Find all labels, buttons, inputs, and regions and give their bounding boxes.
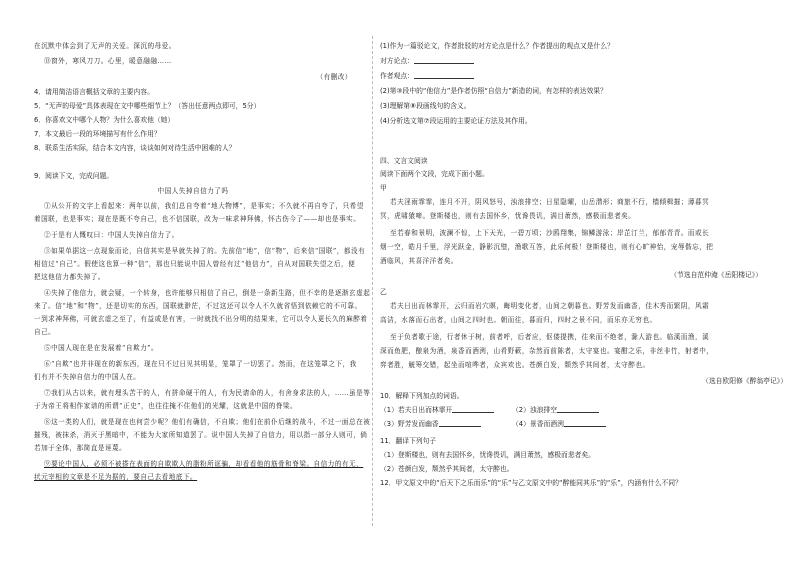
label: 对方论点： (380, 57, 414, 65)
label: （1）若夫日出而林霏开 (380, 406, 453, 414)
text-line: 至若春和景明，波澜不惊，上下天光，一碧万顷；沙鸥翔集，锦鳞游泳；岸芷汀兰，郁郁青青。而或长 (390, 229, 710, 237)
text-line: 弈者胜，觥筹交错，起坐而喧哗者，众宾欢也。苍颜白发，颓然乎其间者，太守醉也。 (380, 361, 650, 369)
question-12: 12．甲文原文中的“后天下之乐而乐”的“乐”与乙文原文中的“醉能同其乐”的“乐”，内涵有什么不同？ (380, 479, 682, 487)
question-9-2: (2)第③段中的“他信力”是作者仿照“自信力”新造的词，有怎样的表达效果？ (380, 87, 607, 95)
text-line: 来了。信“地”和“物”，还是切实的东西，国联就渺茫，不过这还可以令人不久就省悟到依赖它的不可靠。 (34, 302, 362, 310)
text-line: 相信过“自己”。假使这也算一种“信”，那也只能说中国人曾经有过“他信力”，自从对国联失望之后，便 (34, 260, 356, 268)
section-heading: 四、文言文阅读 (380, 157, 428, 165)
question-10-2 (512, 406, 599, 414)
source-note: （选自欧阳修《醉翁亭记》） (702, 377, 787, 385)
passage-jia-label: 甲 (380, 184, 387, 192)
label: 作者观点： (380, 72, 414, 80)
answer-blank[interactable] (414, 72, 474, 79)
question-6: 6．你喜欢文中哪个人物？为什么喜欢他（她） (34, 116, 175, 124)
article-title: 中国人失掉自信力了吗 (157, 187, 229, 195)
column-divider (372, 36, 373, 526)
question-9-3: (3)理解第⑧段画线句的含义。 (380, 102, 471, 110)
passage-yi-label: 乙 (380, 288, 387, 296)
underlined-line: 状元宰相的文章是不足为据的，要自己去看地底下。 (34, 473, 198, 481)
question-9-4: (4)分析选文第⑦段运用的主要论证方法及其作用。 (380, 117, 532, 125)
text-line: 高洁，水落而石出者，山间之四时也。朝而往，暮而归，四时之景不同，而乐亦无穷也。 (380, 316, 657, 324)
text-line: 若加于全体，那简直是诬蔑。 (34, 444, 127, 452)
question-10-3 (380, 420, 481, 428)
text-line: 冥，虎啸猿啼。登斯楼也，则有去国怀乡，忧谗畏讥，满目萧然，感极而悲者矣。 (380, 212, 636, 220)
text-line: 于为帝王将相作家谱的所谓“正史”，也往往掩不住他们的光耀，这就是中国的脊梁。 (34, 402, 298, 410)
text-line: 酒临风，其喜洋洋者矣。 (380, 257, 459, 265)
text-line: ③如果单据这一点现象而论，自信其实是早就失掉了的。先前信“地”，信“物”，后来信“国联”，都没有 (44, 247, 366, 255)
question-10-1 (380, 406, 494, 414)
label: （3）野芳发而幽香 (380, 420, 439, 428)
question-4: 4．请用简洁语言概括文章的主要内容。 (34, 88, 154, 96)
answer-blank[interactable] (414, 57, 474, 64)
text-line: ⑧这一类的人们，就是现在也何尝少呢？他们有确信，不自欺；他们在前仆后继的战斗，不过一面总在被 (44, 418, 371, 426)
question-7: 7．本文最后一段的环境描写有什么作用？ (34, 130, 161, 138)
text-line: 至于负者歌于途，行者休于树，前者呼，后者应，伛偻提携，往来而不绝者，滁人游也。临溪而渔，溪 (390, 333, 710, 341)
label: （2）浊浪排空 (512, 406, 558, 414)
text-line: ②于是有人慨叹曰：中国人失掉自信力了。 (44, 231, 179, 239)
text-line: 把这他信力都失掉了。 (34, 273, 105, 281)
answer-blank[interactable] (557, 406, 599, 413)
text-line: 在沉默中体会到了无声的关爱。深沉的母爱。 (34, 42, 176, 50)
answer-blank[interactable] (452, 406, 494, 413)
text-line: 摧残，被抹杀，消灭于黑暗中，不能为大家所知道罢了。说中国人失掉了自信力，用以指一部分人则可，倘 (34, 431, 368, 439)
question-5: 5．“无声的母爱”具体表现在文中哪些细节上？（答出任意两点即可，5分） (34, 102, 261, 110)
text-line: ⑦我们从古以来，就有埋头苦干的人，有拼命硬干的人，有为民请命的人，有舍身求法的人，……虽是等 (44, 389, 371, 397)
text-line: ④失掉了他信力，就会疑，一个转身，也许能够只相信了自己，倒是一条新生路，但不幸的是逐渐玄虚起 (44, 289, 371, 297)
question-10: 10．解释下列加点的词语。 (380, 392, 464, 400)
opponent-point-label (380, 57, 474, 65)
text-line: 烟一空，皓月千里，浮光跃金，静影沉璧，渔歌互答，此乐何极！登斯楼也，则有心旷神怡，宠辱偕忘，把 (380, 243, 714, 251)
text-line: ①从公开的文字上看起来：两年以前，我们总自夸着“地大物博”，是事实；不久就不再自夸了，只希望 (44, 202, 364, 210)
question-11-2: （2）苍颜白发，颓然乎其间者，太守醉也。 (380, 465, 514, 473)
question-8: 8．联系生活实际，结合本文内容，谈谈如何对待生活中困难的人？ (34, 144, 236, 152)
question-9: 9．阅读下文，完成问题。 (34, 172, 114, 180)
text-line: 深而鱼肥，酿泉为酒，泉香而酒洌，山肴野蔌，杂然而前陈者，太守宴也。宴酣之乐，非丝非竹，射者中， (380, 347, 714, 355)
text-line: 们有并不失掉自信力的中国人在。 (34, 373, 141, 381)
answer-blank[interactable] (564, 420, 606, 427)
question-11-1: （1）登斯楼也，则有去国怀乡，忧谗畏讥，满目萧然，感极而悲者矣。 (380, 451, 596, 459)
answer-blank[interactable] (439, 420, 481, 427)
text-line: 着国联，也是事实；现在是既不夸自己，也不信国联，改为一味求神拜佛，怀古伤今了——却也是事实。 (34, 215, 361, 223)
underlined-line: ⑨要论中国人，必须不被搽在表面的自欺欺人的脂粉所诓骗，却看看他的筋骨和脊梁。自信力的有无， (44, 460, 364, 468)
text-line: ⑤中国人现在是在发展着“自欺力”。 (44, 344, 159, 352)
question-10-4 (512, 420, 606, 428)
text-line: ⑥“自欺”也并非现在的新东西，现在只不过日见其明显，笼罩了一切罢了。然而，在这笼罩之下，我 (44, 360, 357, 368)
text-line: 一到求神拜佛，可就玄虚之至了，有益或是有害，一时就找不出分明的结果来，它可以令人更长久的麻醉着 (34, 315, 368, 323)
text-line: ⑬窗外，寒风刀刀。心里，暖意融融…… (44, 57, 172, 65)
question-11: 11．翻译下列句子 (380, 437, 437, 445)
section-intro: 阅读下面两个文段，完成下面小题。 (380, 170, 489, 178)
source-note: （节选自范仲淹《岳阳楼记》） (670, 271, 762, 279)
text-line: 自己。 (34, 328, 56, 336)
author-point-label (380, 72, 474, 80)
text-line: 若夫淫雨霏霏，连月不开，阴风怒号，浊浪排空；日星隐曜，山岳潜形；商旅不行，樯倾楫摧；薄暮冥 (390, 198, 710, 206)
question-9-1: (1)作为一篇驳论文，作者批驳的对方论点是什么？作者提出的观点又是什么？ (380, 42, 614, 50)
source-note: （有删改） (316, 73, 352, 81)
text-line: 若夫日出而林霏开，云归而岩穴暝，晦明变化者，山间之朝暮也。野芳发而幽香，佳木秀而繁阴，风霜 (390, 302, 710, 310)
label: （4）景香而酒洌 (512, 420, 564, 428)
